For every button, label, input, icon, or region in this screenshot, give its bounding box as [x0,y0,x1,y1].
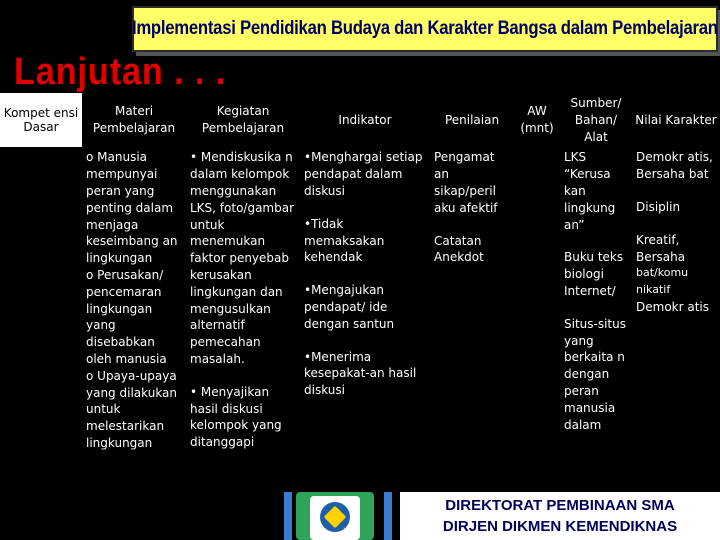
section-heading: Lanjutan . . . [14,51,227,93]
tut-wuri-handayani-icon [320,502,350,532]
indikator-item: •Menghargai setiap pendapat dalam diskusi [304,150,423,198]
indikator-item: •Mengajukan pendapat/ ide dengan santun [304,283,395,331]
cell-indikator [300,147,430,453]
footer-line-2: DIRJEN DIKMEN KEMENDIKNAS [442,518,678,535]
nilai-item: bat/komu nikatif [636,266,689,297]
lesson-plan-table [0,93,720,454]
cell-penilaian [430,147,514,453]
header-materi: Materi Pembelajaran [92,104,176,136]
title-banner [132,6,718,52]
indikator-item: •Menerima kesepakat-an hasil diskusi [304,349,417,398]
ministry-logo [296,492,374,540]
header-sumber: Sumber/ Bahan/ Alat [570,96,622,144]
materi-item: o Upaya-upaya yang dilakukan untuk melestarikan lingkungan [86,368,178,450]
header-alokasi-waktu: AW (mnt) [520,104,554,136]
logo-emblem [310,496,360,540]
nilai-item: Demokr atis, Bersaha bat [636,150,713,182]
cell-materi [82,147,186,453]
materi-item: o Perusakan/ pencemaran lingkungan yang disebabkan oleh manusia [86,267,167,366]
cell-kompetensi [0,147,82,453]
sumber-item: LKS “Kerusa kan lingkung an” [564,150,616,232]
materi-item: o Manusia mempunyai peran yang penting dalam menjaga keseimbang an lingkungan [86,150,178,266]
cell-kegiatan [186,147,300,453]
kegiatan-item: • Menyajikan hasil diskusi kelompok yang ditanggapi [190,384,282,450]
decor-strip-right [384,492,392,540]
header-indikator: Indikator [338,112,392,127]
cell-nilai-karakter [632,147,720,453]
header-penilaian: Penilaian [444,112,500,127]
table-header-row [0,93,720,147]
nilai-item: Disiplin [636,199,681,214]
cell-alokasi-waktu [514,147,560,453]
header-kegiatan: Kegiatan Pembelajaran [201,104,285,136]
kegiatan-item: • Mendiskusika n dalam kelompok menggunakan LKS, foto/gambar untuk menemukan faktor penyebab kerusakan lingkungan dan mengusulkan alternatif pemecahan masalah. [190,150,295,366]
footer-directorate [400,492,720,540]
decor-strip-left [284,492,292,540]
indikator-item: •Tidak memaksakan kehendak [304,216,385,265]
cell-sumber [560,147,632,453]
header-kompetensi: Kompet ensi Dasar [0,93,82,147]
nilai-item: Demokr atis [636,299,709,314]
footer-line-1: DIREKTORAT PEMBINAAN SMA [445,497,675,514]
banner-title: Implementasi Pendidikan Budaya dan Karakter Bangsa dalam Pembelajaran [132,18,718,39]
penilaian-item: Pengamat an sikap/peril aku afektif [434,150,498,215]
nilai-item: Kreatif, Bersaha [636,232,686,264]
sumber-item: Buku teks biologi Internet/ [564,250,624,298]
sumber-item: Situs-situs yang berkaita n dengan peran manusia dalam [564,316,626,432]
penilaian-item: Catatan Anekdot [434,233,484,265]
table-row [0,147,720,453]
header-nilai-karakter: Nilai Karakter [635,112,717,127]
